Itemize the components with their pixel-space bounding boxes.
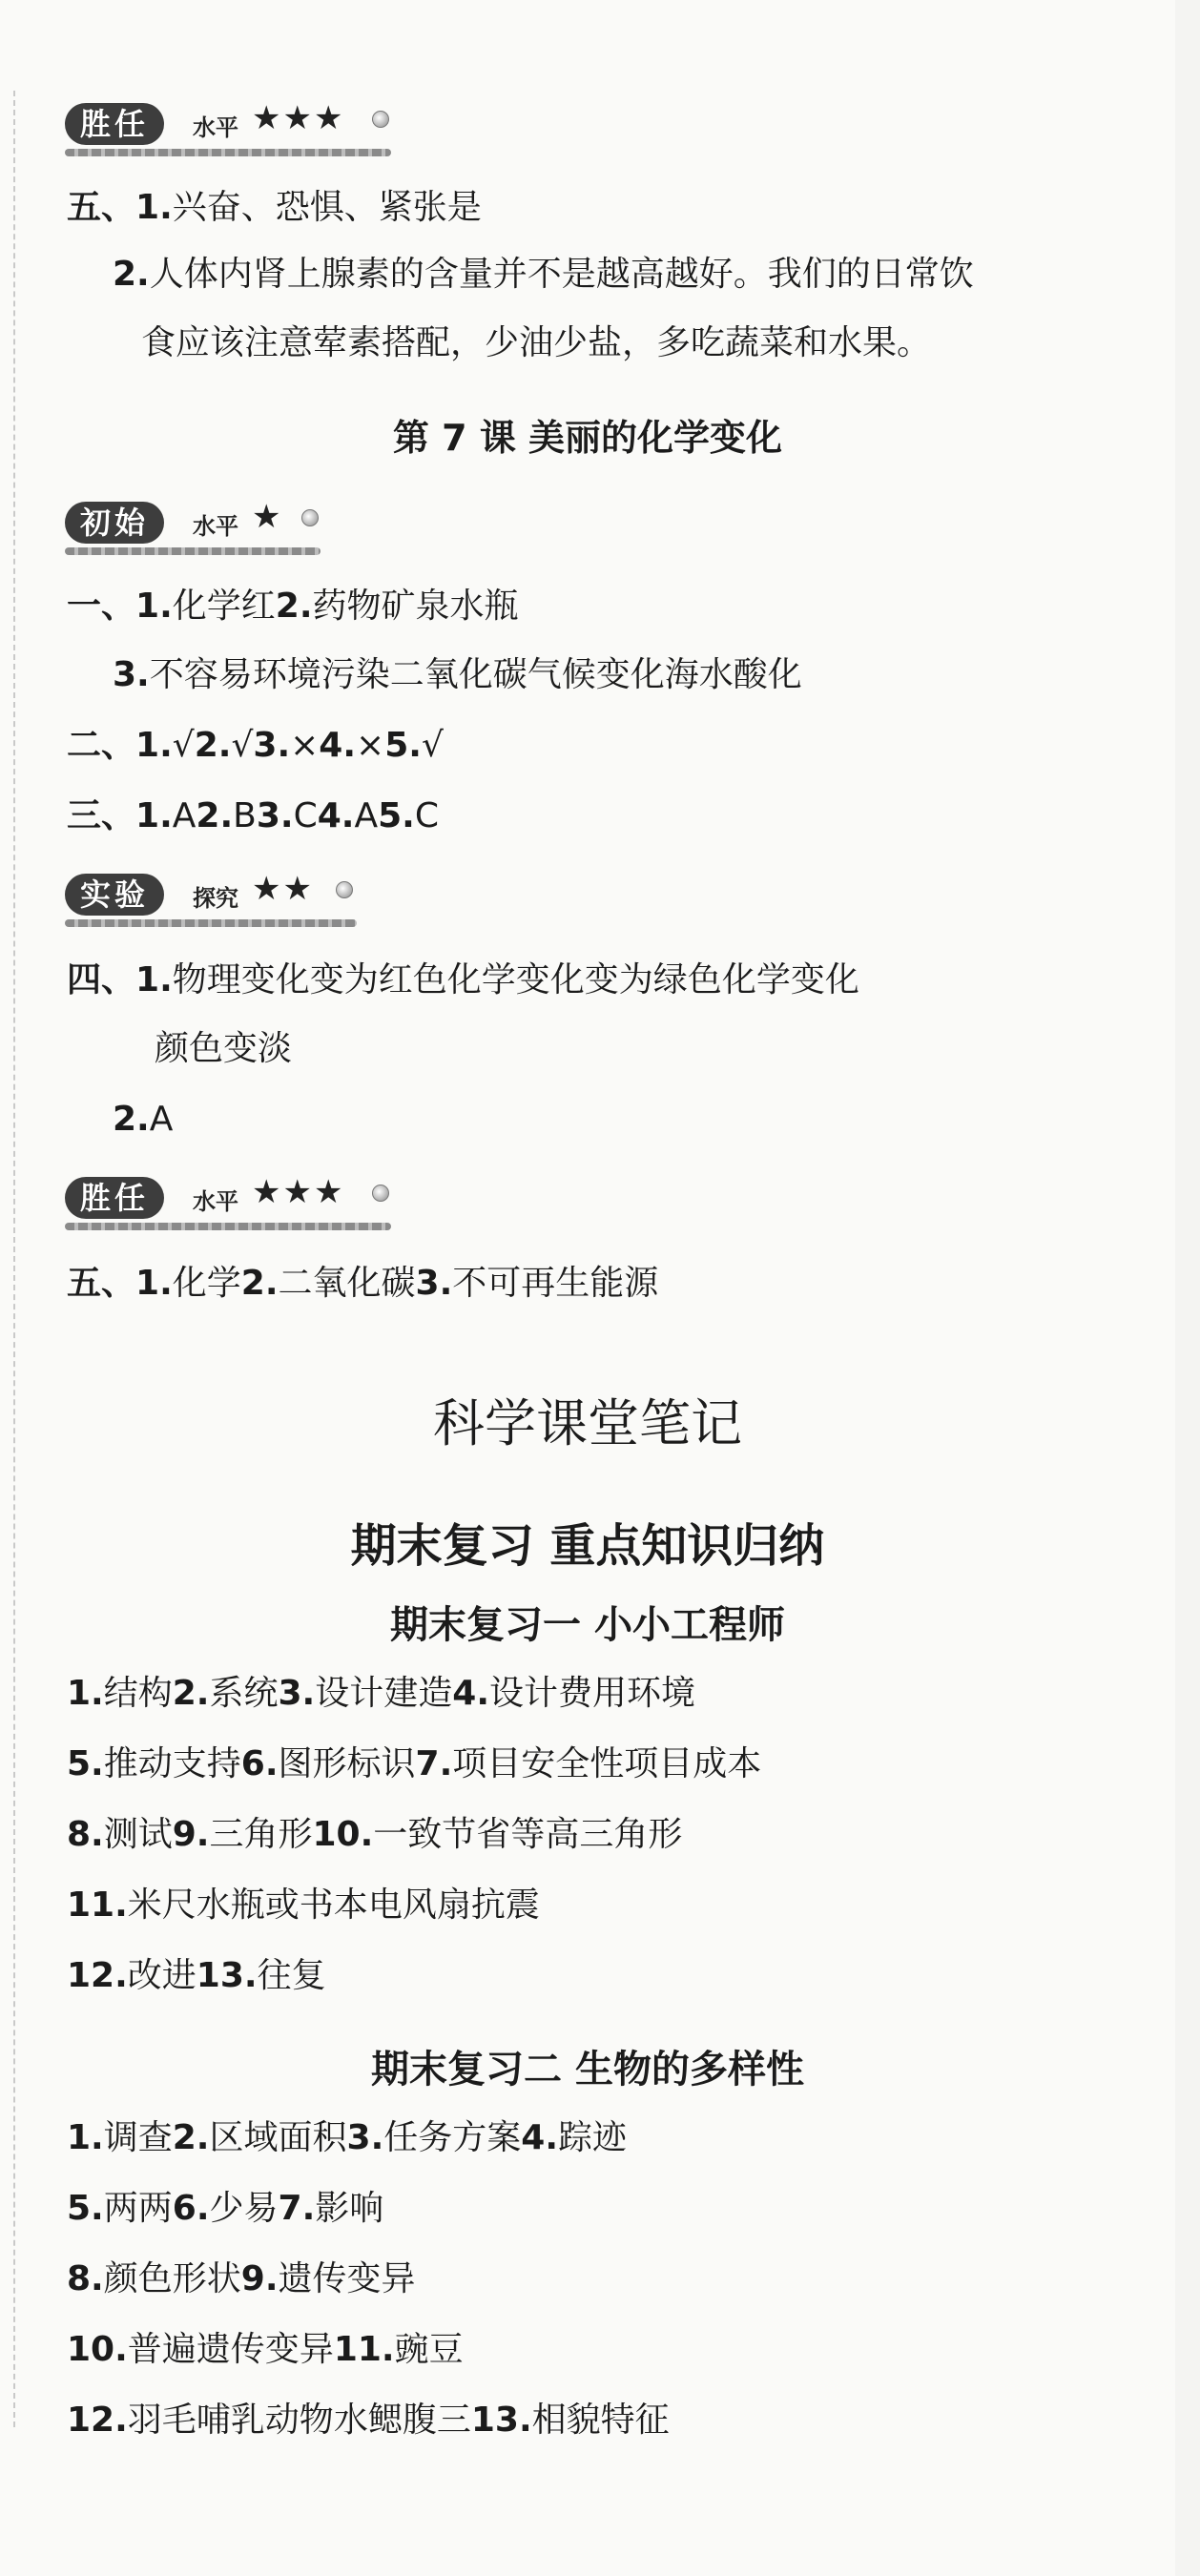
star-rating: ★★★ — [252, 99, 345, 137]
answer-line: 食应该注意荤素搭配，少油少盐，多吃蔬菜和水果。 — [141, 323, 932, 362]
answer-line: 颜色变淡 — [155, 1029, 293, 1068]
section-badge-competent — [65, 97, 389, 156]
star-rating: ★★ — [252, 870, 314, 908]
badge-ball-icon — [372, 1185, 389, 1202]
answer-line: 5.两两6.少易7.影响 — [67, 2189, 384, 2228]
review-part1-title: 期末复习一 小小工程师 — [390, 1603, 785, 1647]
badge-underline — [65, 149, 391, 156]
answer-line: 12.改进13.往复 — [67, 1956, 326, 1995]
section-badge-initial — [65, 496, 332, 555]
badge-ball-icon — [301, 509, 319, 526]
section-badge-experiment — [65, 868, 361, 927]
answer-line: 3.不容易环境污染二氧化碳气候变化海水酸化 — [113, 655, 802, 694]
badge-sublabel: 水平 — [193, 114, 238, 141]
answer-line: 五、1.化学2.二氧化碳3.不可再生能源 — [67, 1264, 659, 1303]
review-part2-title: 期末复习二 生物的多样性 — [371, 2048, 804, 2092]
badge-sublabel: 水平 — [193, 513, 238, 540]
lesson-title: 第 7 课 美丽的化学变化 — [392, 417, 783, 459]
answer-line: 11.米尺水瓶或书本电风扇抗震 — [67, 1886, 540, 1925]
star-rating: ★ — [252, 498, 283, 536]
answer-line: 四、1.物理变化变为红色化学变化变为绿色化学变化 — [67, 960, 859, 999]
badge-label: 胜任 — [65, 103, 164, 145]
badge-sublabel: 水平 — [193, 1188, 238, 1215]
answer-line: 5.推动支持6.图形标识7.项目安全性项目成本 — [67, 1744, 762, 1783]
badge-underline — [65, 919, 357, 927]
answer-line: 二、1.√2.√3.×4.×5.√ — [67, 726, 444, 765]
answer-line: 三、1.A2.B3.C4.A5.C — [67, 796, 439, 835]
section-badge-competent — [65, 1171, 389, 1230]
badge-sublabel: 探究 — [193, 885, 238, 912]
answer-line: 2.A — [113, 1100, 174, 1139]
badge-ball-icon — [336, 881, 353, 898]
answer-line: 8.测试9.三角形10.一致节省等高三角形 — [67, 1815, 683, 1854]
star-rating: ★★★ — [252, 1173, 345, 1211]
badge-ball-icon — [372, 111, 389, 128]
answer-line: 一、1.化学红2.药物矿泉水瓶 — [67, 587, 519, 626]
answer-line: 12.羽毛哺乳动物水鳃腹三13.相貌特征 — [67, 2401, 670, 2440]
answer-line: 10.普遍遗传变异11.豌豆 — [67, 2330, 464, 2369]
answer-line: 1.结构2.系统3.设计建造4.设计费用环境 — [67, 1674, 696, 1713]
badge-label: 胜任 — [65, 1177, 164, 1219]
answer-line: 1.调查2.区域面积3.任务方案4.踪迹 — [67, 2118, 628, 2157]
answer-line: 五、1.兴奋、恐惧、紧张是 — [67, 188, 482, 227]
notes-title: 科学课堂笔记 — [433, 1393, 742, 1453]
badge-label: 初始 — [65, 502, 164, 544]
badge-label: 实验 — [65, 874, 164, 916]
notes-subtitle: 期末复习 重点知识归纳 — [350, 1519, 825, 1573]
badge-underline — [65, 547, 321, 555]
answer-line: 2.人体内肾上腺素的含量并不是越高越好。我们的日常饮 — [113, 255, 974, 294]
answer-line: 8.颜色形状9.遗传变异 — [67, 2259, 416, 2298]
badge-underline — [65, 1223, 391, 1230]
